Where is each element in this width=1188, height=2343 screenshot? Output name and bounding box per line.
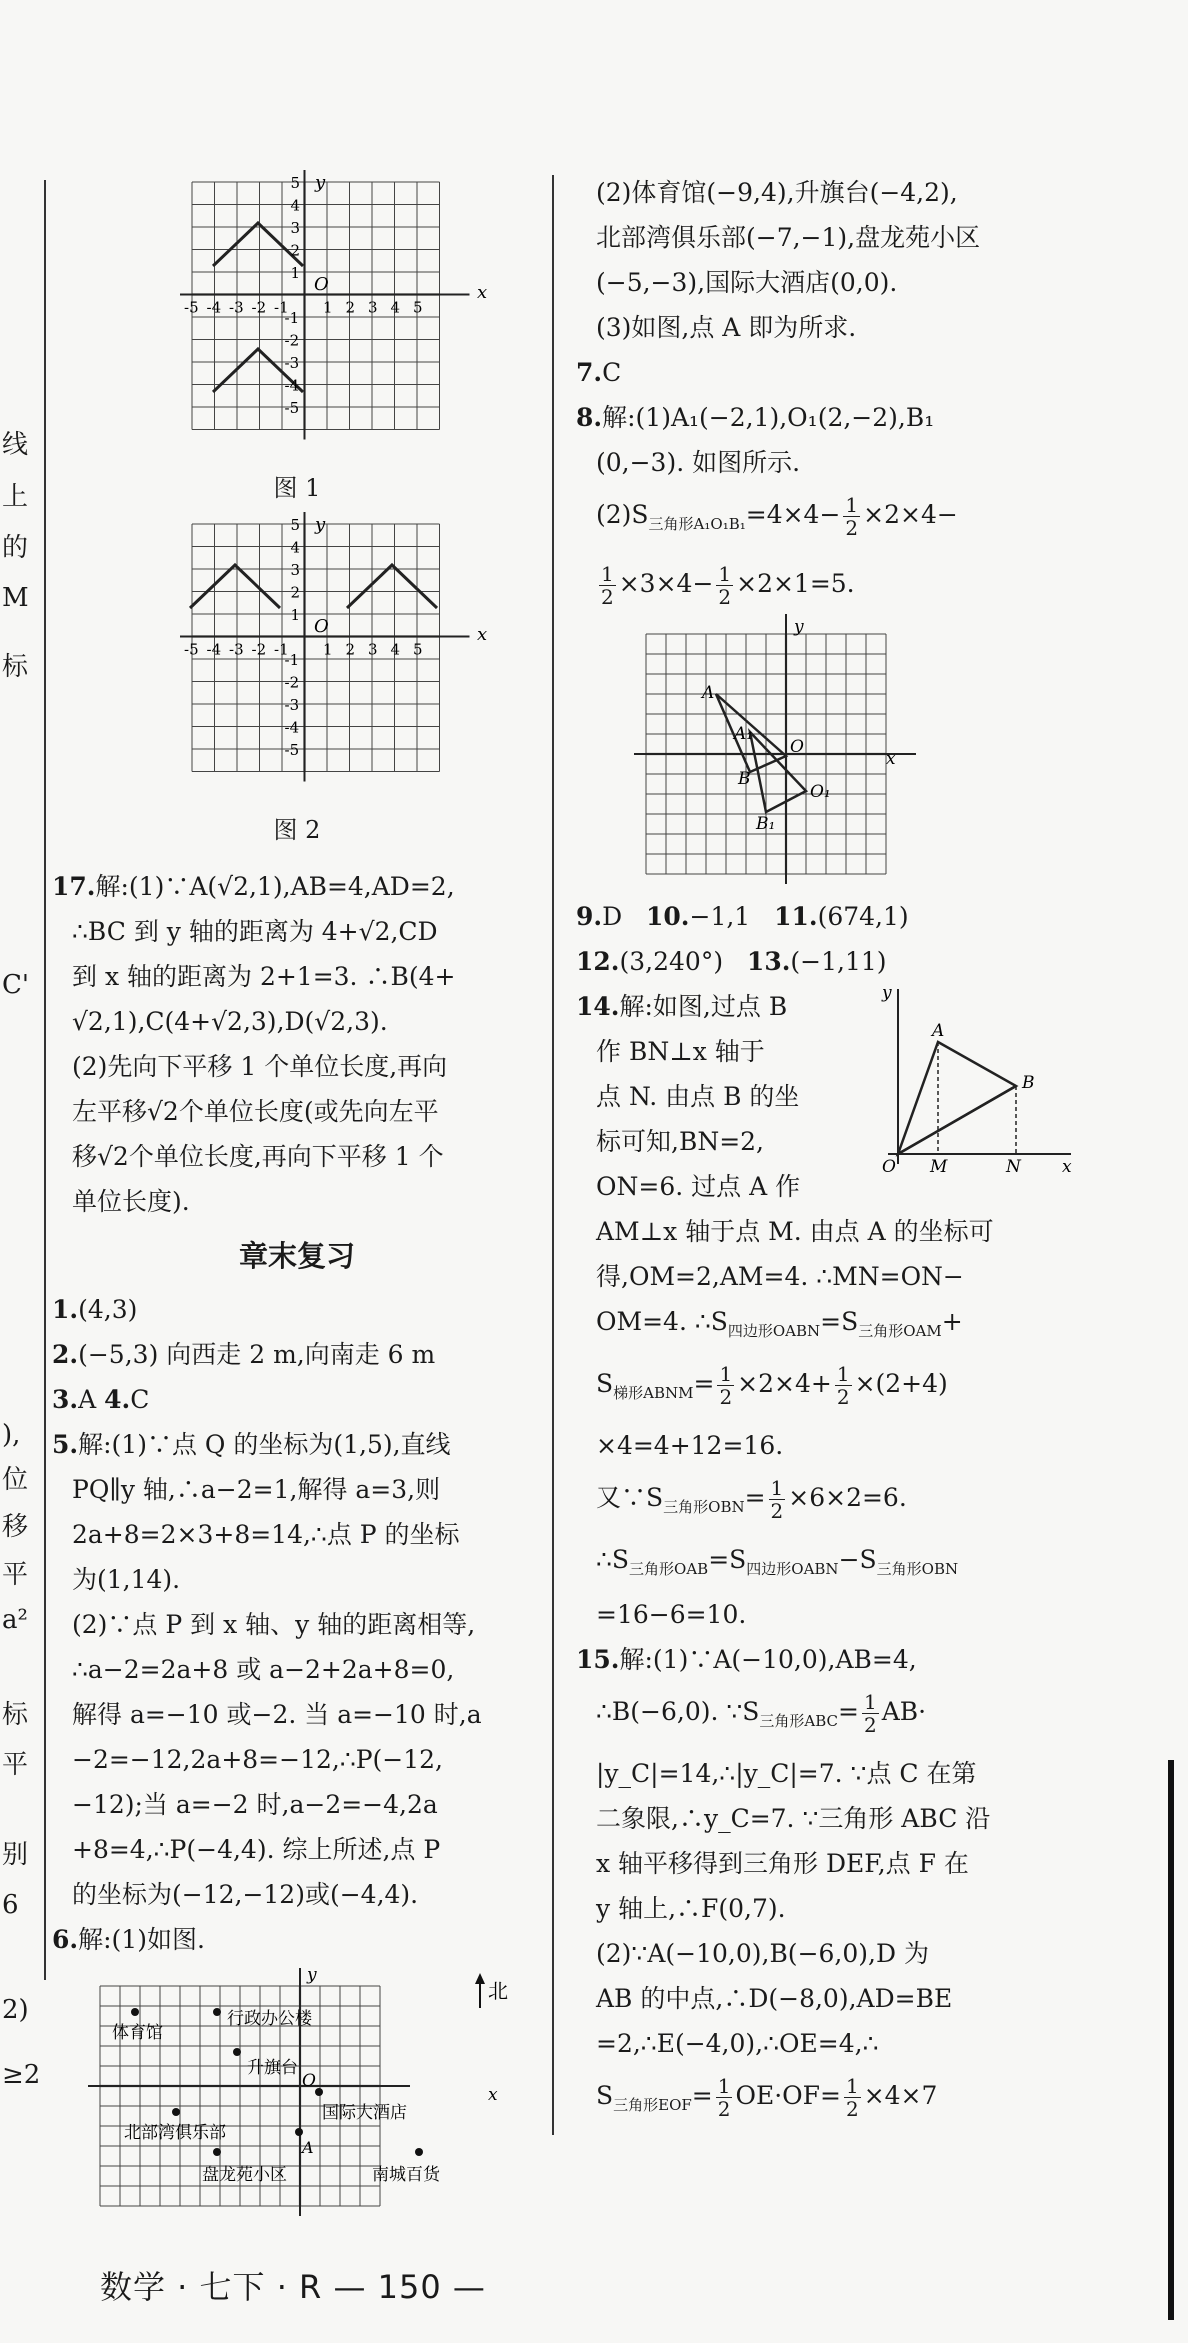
q14-line-9 (576, 1354, 1076, 1423)
edge-fragment: 2) (2, 1995, 29, 2025)
figure-14 (876, 984, 1076, 1174)
q14-line-11 (576, 1468, 1076, 1537)
figure-8-gridlines (634, 614, 916, 884)
q8-line: (0,−3). 如图所示. (596, 448, 801, 477)
figure-8-grid (616, 614, 1116, 894)
r5-line: (2)∵点 P 到 x 轴、y 轴的距离相等, (72, 1610, 476, 1639)
fig8-o: O (790, 737, 804, 757)
q6-part2-line: (2)体育馆(−9,4),升旗台(−4,2), (596, 178, 958, 207)
q14-expr: ×(2+4) (854, 1369, 948, 1398)
edge-fragment: ), (2, 1420, 21, 1450)
q8-s: (2)S (596, 500, 649, 529)
q8-area-line-2 (576, 554, 1076, 614)
q8-area-line-1 (576, 485, 1076, 554)
q14-line-8 (576, 1299, 1076, 1354)
x-tick-label: -4 (206, 298, 222, 317)
y-tick-label: -4 (284, 718, 300, 737)
q15-number: 15. (576, 1645, 620, 1674)
q6-part2-line: 北部湾俱乐部(−7,−1),盘龙苑小区 (596, 223, 981, 252)
y-tick-label: 1 (290, 264, 301, 282)
y-tick-label: -5 (284, 741, 300, 759)
q15-line: 解:(1)∵A(−10,0),AB=4, (619, 1645, 917, 1674)
r5-line: −12);当 a=−2 时,a−2=−4,2a (72, 1790, 438, 1819)
x-tick-label: 1 (323, 640, 333, 659)
frac-den: 2 (845, 516, 859, 540)
edge-fragment: 标 (2, 652, 29, 682)
r5-line: 为(1,14). (72, 1565, 181, 1594)
x-tick-label: -4 (206, 640, 222, 659)
r3-text: A (78, 1385, 105, 1414)
label-nancheng: 南城百货 (372, 2165, 440, 2185)
q17-number: 17. (52, 872, 96, 901)
q14-sub: 三角形OBN (876, 1560, 959, 1578)
fig14-n: N (1006, 1157, 1021, 1174)
q14-line: 标可知,BN=2, (596, 1127, 764, 1156)
q14-expr: =S (708, 1545, 747, 1574)
r4-number: 4. (104, 1385, 131, 1414)
q15-expr: = (838, 1697, 859, 1726)
q10-text: −1,1 (689, 902, 751, 931)
frac-num: 1 (719, 1362, 733, 1386)
review-answer-6 (52, 1917, 542, 1962)
q11-text: (674,1) (817, 902, 909, 931)
r2-text: (−5,3) 向西走 2 m,向南走 6 m (78, 1340, 436, 1369)
fraction-half (862, 1691, 879, 1736)
map-x-label: x (488, 2085, 498, 2105)
q17-line: 左平移√2个单位长度(或先向左平 (72, 1097, 439, 1126)
frac-den: 2 (845, 2097, 859, 2121)
x-tick-label: 4 (390, 298, 401, 317)
q14-line: ×4=4+12=16. (596, 1431, 784, 1460)
question-14 (576, 984, 1076, 1637)
frac-num: 1 (718, 562, 732, 586)
fig8-a: A (702, 683, 715, 703)
figure-1-grid (52, 170, 542, 470)
x-tick-label: -1 (274, 298, 289, 317)
fig8-y: y (794, 617, 804, 637)
fig14-o: O (882, 1157, 896, 1174)
q14-expr: = (744, 1483, 766, 1512)
q14-expr: 又∵S (596, 1483, 664, 1512)
figure-1-caption: 图 1 (273, 474, 321, 502)
q14-expr: −S (838, 1545, 877, 1574)
edge-fragment: 平 (2, 1560, 29, 1590)
q14-expr: + (941, 1307, 963, 1336)
y-tick-label: -3 (284, 696, 300, 714)
label-xingzheng: 行政办公楼 (227, 2009, 312, 2029)
frac-num: 1 (864, 1690, 877, 1714)
r6-text: 解:(1)如图. (78, 1925, 205, 1954)
fraction-half (835, 1363, 852, 1408)
y-tick-label: 4 (290, 196, 301, 215)
q12-text: (3,240°) (619, 947, 724, 976)
q15-expr: S (596, 2081, 614, 2110)
edge-fragment: 别 (2, 1840, 29, 1870)
fig1-origin: O (314, 274, 329, 295)
fig1-x-label: x (477, 282, 488, 303)
fig14-triangle (898, 1042, 1016, 1154)
q14-sub: 三角形OAM (858, 1322, 942, 1340)
q7-text: C (602, 358, 622, 387)
x-tick-label: -2 (251, 298, 267, 317)
label-beibu: 北部湾俱乐部 (124, 2123, 226, 2143)
question-15 (576, 1637, 1076, 2135)
q8-number: 8. (576, 403, 603, 432)
fraction-half (769, 1477, 786, 1522)
frac-den: 2 (864, 1713, 877, 1737)
label-panlong: 盘龙苑小区 (202, 2165, 287, 2185)
x-tick-label: -3 (229, 298, 244, 317)
q13-number: 13. (746, 947, 791, 976)
x-tick-label: 3 (368, 298, 378, 317)
frac-num: 1 (845, 2074, 859, 2098)
map-origin: O (302, 2071, 316, 2091)
edge-fragment: 的 (2, 533, 29, 563)
y-tick-label: 3 (290, 219, 301, 237)
q8-s-sub: 三角形A₁O₁B₁ (648, 515, 746, 533)
q11-number: 11. (774, 902, 818, 931)
fig8-b: B (738, 769, 751, 789)
q8-line: 解:(1)A₁(−2,1),O₁(2,−2),B₁ (602, 403, 935, 432)
label-guoji: 国际大酒店 (322, 2103, 407, 2123)
q15-expr: ×4×7 (863, 2081, 938, 2110)
q15-line: |y_C|=14,∴|y_C|=7. ∵点 C 在第 (596, 1759, 977, 1788)
q8-expr: =4×4− (745, 500, 841, 529)
answer-7 (576, 350, 1076, 395)
q15-sub: 三角形ABC (759, 1712, 839, 1730)
edge-fragment: 移 (2, 1512, 29, 1542)
q9-number: 9. (576, 902, 603, 931)
q14-sub: 四边形OABN (746, 1560, 839, 1578)
q14-line: 点 N. 由点 B 的坐 (596, 1082, 800, 1111)
fraction-half (843, 494, 860, 539)
q15-expr: = (691, 2081, 713, 2110)
campus-map-grid (52, 1968, 542, 2218)
figure-2-grid (52, 512, 542, 812)
q15-line: 二象限,∴y_C=7. ∵三角形 ABC 沿 (596, 1804, 991, 1833)
q17-line: √2,1),C(4+√2,3),D(√2,3). (72, 1007, 388, 1036)
x-tick-label: 1 (323, 298, 333, 317)
q14-line: 作 BN⊥x 轴于 (596, 1037, 765, 1066)
q17-line: 移√2个单位长度,再向下平移 1 个 (72, 1142, 444, 1171)
right-column (576, 170, 1076, 2135)
left-column (52, 170, 542, 2218)
review-answer-5 (52, 1422, 542, 1917)
r2-number: 2. (52, 1340, 79, 1369)
q14-expr: ×6×2=6. (788, 1483, 907, 1512)
answers-9-11 (576, 894, 1076, 939)
r4-text: C (130, 1385, 150, 1414)
fig14-a: A (932, 1021, 945, 1041)
x-tick-label: 5 (413, 640, 423, 659)
frac-den: 2 (717, 2097, 731, 2121)
q12-number: 12. (576, 947, 620, 976)
frac-den: 2 (836, 1385, 850, 1409)
frac-num: 1 (717, 2074, 731, 2098)
frac-num: 1 (601, 562, 614, 586)
answers-12-13 (576, 939, 1076, 984)
edge-fragment: 平 (2, 1750, 29, 1780)
q15-expr: AB· (881, 1697, 927, 1726)
label-tiyuguan: 体育馆 (112, 2023, 163, 2043)
q15-line: (2)∵A(−10,0),B(−6,0),D 为 (596, 1939, 929, 1968)
r1-number: 1. (52, 1295, 79, 1324)
x-tick-label: -5 (184, 640, 199, 659)
q8-expr: ×2×1=5. (736, 569, 855, 598)
edge-fragment: 线 (2, 430, 29, 460)
fraction-half (717, 1363, 734, 1408)
y-tick-label: 4 (290, 538, 301, 557)
y-tick-label: 5 (290, 516, 301, 534)
fig14-m: M (930, 1157, 948, 1174)
column-divider (552, 175, 554, 2135)
q8-expr: ×3×4− (618, 569, 714, 598)
fig2-x-label: x (477, 624, 488, 645)
r5-line: ∴a−2=2a+8 或 a−2+2a+8=0, (72, 1655, 455, 1684)
q14-expr: =S (820, 1307, 859, 1336)
y-tick-label: 2 (290, 583, 301, 602)
map-y-label: y (307, 1968, 317, 1985)
y-tick-label: -4 (284, 376, 300, 395)
q17-line: 到 x 轴的距离为 2+1=3. ∴B(4+ (72, 962, 456, 991)
y-tick-label: 5 (290, 174, 301, 192)
q14-expr: ∴S (596, 1545, 630, 1574)
x-tick-label: -3 (229, 640, 244, 659)
r3-number: 3. (52, 1385, 79, 1414)
q15-expr: OE·OF= (735, 2081, 841, 2110)
q15-line: =2,∴E(−4,0),∴OE=4,∴ (596, 2029, 879, 2058)
fig8-o1: O₁ (810, 782, 831, 802)
frac-den: 2 (719, 1385, 733, 1409)
q17-line: 解:(1)∵A(√2,1),AB=4,AD=2, (95, 872, 455, 901)
r5-number: 5. (52, 1430, 79, 1459)
y-tick-label: -2 (284, 673, 300, 692)
q15-line: x 轴平移得到三角形 DEF,点 F 在 (596, 1849, 969, 1878)
r5-line: +8=4,∴P(−4,4). 综上所述,点 P (72, 1835, 441, 1864)
y-tick-label: -1 (284, 309, 300, 327)
fraction-half (599, 563, 616, 608)
q7-number: 7. (576, 358, 603, 387)
y-tick-label: 3 (290, 561, 301, 579)
edge-fragment: ≥2 (2, 2060, 41, 2090)
chapter-review-title: 章末复习 (238, 1239, 355, 1273)
y-tick-label: -1 (284, 651, 300, 669)
north-arrowhead-icon (475, 1973, 485, 1984)
frac-num: 1 (770, 1476, 784, 1500)
r5-line: PQ∥y 轴,∴a−2=1,解得 a=3,则 (72, 1475, 441, 1504)
frac-num: 1 (845, 493, 859, 517)
q14-sub: 四边形OABN (727, 1322, 821, 1340)
r5-line: 的坐标为(−12,−12)或(−4,4). (72, 1880, 419, 1909)
q14-expr: OM=4. ∴S (596, 1307, 728, 1336)
q14-line: AM⊥x 轴于点 M. 由点 A 的坐标可 (596, 1217, 994, 1246)
frac-den: 2 (770, 1499, 784, 1523)
fig14-b: B (1022, 1073, 1035, 1093)
q17-line: 单位长度). (72, 1187, 190, 1216)
frac-den: 2 (601, 585, 614, 609)
q15-expr: ∴B(−6,0). ∵S (596, 1697, 760, 1726)
figure-2-caption: 图 2 (273, 816, 321, 844)
edge-fragment: 6 (2, 1890, 19, 1920)
fraction-half (716, 563, 733, 608)
q13-text: (−1,11) (790, 947, 887, 976)
y-tick-label: -2 (284, 331, 300, 350)
question-8 (576, 395, 1076, 614)
edge-fragment: 标 (2, 1700, 29, 1730)
x-tick-label: 5 (413, 298, 423, 317)
review-answer-3-4 (52, 1377, 542, 1422)
q17-line: ∴BC 到 y 轴的距离为 4+√2,CD (72, 917, 438, 946)
figure-2-left-shape (190, 565, 280, 608)
r1-text: (4,3) (78, 1295, 138, 1324)
edge-fragment: a² (2, 1605, 28, 1635)
fig8-b1: B₁ (756, 814, 776, 834)
x-tick-label: -2 (251, 640, 267, 659)
q14-sub: 梯形ABNM (613, 1384, 694, 1402)
map-north-label: 北 (488, 1979, 508, 2003)
y-tick-label: 2 (290, 241, 301, 260)
frac-den: 2 (718, 585, 732, 609)
r6-number: 6. (52, 1925, 79, 1954)
fraction-half (716, 2075, 733, 2120)
y-tick-label: 1 (290, 606, 301, 624)
edge-fragment: 位 (2, 1465, 29, 1495)
edge-fragment: 上 (2, 482, 29, 512)
q8-expr: ×2×4− (863, 500, 958, 529)
q14-line: 得,OM=2,AM=4. ∴MN=ON− (596, 1262, 964, 1291)
q9-text: D (602, 902, 623, 931)
q17-line: (2)先向下平移 1 个单位长度,再向 (72, 1052, 448, 1081)
q6-part3-line: (3)如图,点 A 即为所求. (596, 313, 857, 342)
x-tick-label: 2 (345, 298, 356, 317)
q14-expr: ×2×4+ (737, 1369, 832, 1398)
review-answer-2 (52, 1332, 542, 1377)
x-tick-label: 2 (345, 640, 356, 659)
map-point-a: A (302, 2138, 314, 2157)
fraction-half (844, 2075, 861, 2120)
x-tick-label: 4 (390, 640, 401, 659)
q15-line: y 轴上,∴F(0,7). (596, 1894, 786, 1923)
r5-line: 解:(1)∵点 Q 的坐标为(1,5),直线 (78, 1430, 451, 1459)
x-tick-label: -5 (184, 298, 199, 317)
q15-sub: 三角形EOF (613, 2096, 692, 2114)
r5-line: −2=−12,2a+8=−12,∴P(−12, (72, 1745, 444, 1774)
review-answer-1 (52, 1287, 542, 1332)
fig14-y: y (882, 984, 892, 1003)
q14-line: 解:如图,过点 B (619, 992, 788, 1021)
edge-fragment: M (2, 583, 29, 613)
q14-line: ON=6. 过点 A 作 (596, 1172, 801, 1201)
q14-number: 14. (576, 992, 620, 1021)
q6-part2-line: (−5,−3),国际大酒店(0,0). (596, 268, 898, 297)
label-shengqitai: 升旗台 (247, 2058, 298, 2078)
fig2-y-label: y (315, 514, 326, 535)
x-tick-label: 3 (368, 640, 378, 659)
fig2-origin: O (314, 616, 329, 637)
q14-sub: 三角形OAB (629, 1560, 709, 1578)
q14-line: =16−6=10. (596, 1600, 747, 1629)
y-tick-label: -3 (284, 354, 300, 372)
binding-edge (1168, 1760, 1174, 2320)
question-17 (52, 864, 542, 1224)
q15-line-10 (576, 2066, 1076, 2135)
y-tick-label: -5 (284, 399, 300, 417)
frac-num: 1 (836, 1362, 850, 1386)
q15-line: AB 的中点,∴D(−8,0),AD=BE (596, 1984, 953, 2013)
fig14-ob (898, 1086, 1016, 1154)
q10-number: 10. (646, 902, 690, 931)
q14-expr: S (596, 1369, 614, 1398)
fig8-a1: A₁ (734, 724, 754, 744)
figure-2-right-shape (347, 565, 437, 608)
q14-sub: 三角形OBN (663, 1498, 745, 1516)
q14-expr: = (693, 1369, 715, 1398)
fig1-y-label: y (315, 172, 326, 193)
left-margin-rule (44, 180, 46, 1980)
fig14-x: x (1062, 1157, 1072, 1174)
q15-line-2 (576, 1682, 1076, 1751)
q14-line-12 (576, 1537, 1076, 1592)
edge-fragment: C' (2, 970, 30, 1000)
fig8-x: x (886, 749, 896, 769)
figure-1-upper-shape (213, 223, 303, 266)
r5-line: 2a+8=2×3+8=14,∴点 P 的坐标 (72, 1520, 460, 1549)
page-footer: 数学 · 七下 · R — 150 — (100, 2268, 486, 2306)
x-tick-label: -1 (274, 640, 289, 659)
r5-line: 解得 a=−10 或−2. 当 a=−10 时,a (72, 1700, 482, 1729)
